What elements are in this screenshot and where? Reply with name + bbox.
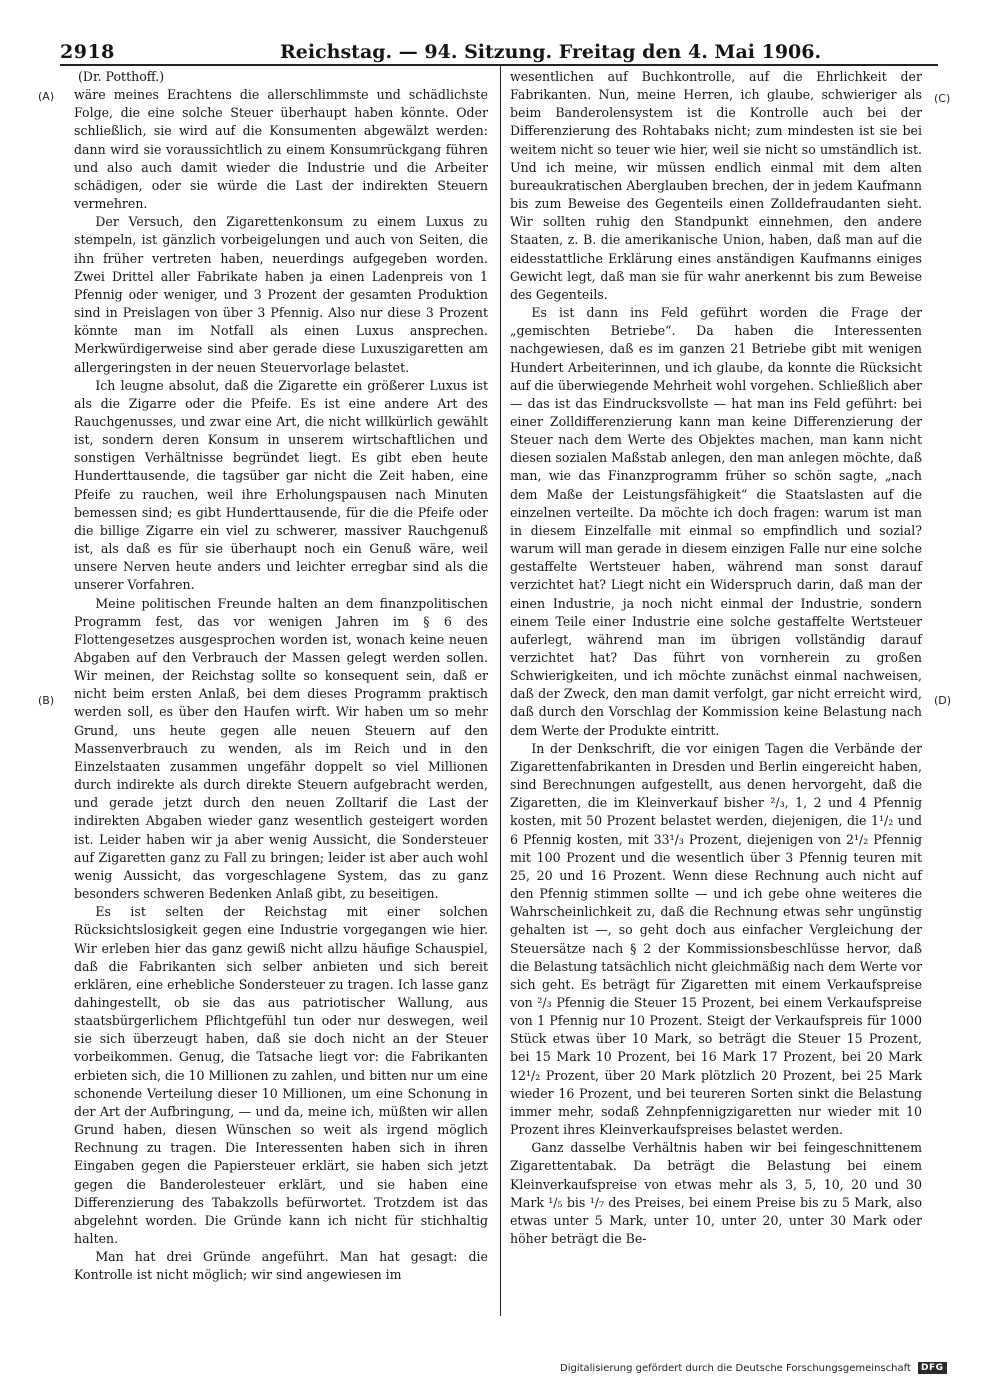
paragraph: Ich leugne absolut, daß die Zigarette ein größerer Luxus ist als die Zigarre oder die Pfeife. Es ist eine andere Art des Rauchgenusses, und zwar eine Art, die nicht willkürlich gewählt ist, sondern deren Konsum in unserem wirtschaftlichen und sonstigen Verhältnisse begründet liegt. Es gibt eben heute Hunderttausende, die tagsüber gar nicht die Zeit haben, eine Pfeife zu rauchen, weil ihre Erholungspausen nach Minuten bemessen sind; es gibt Hunderttausende, für die die Pfeife oder die billige Zigarre ein viel zu schwerer, massiver Rauchgenuß ist, als daß es für sie überhaupt noch ein Genuß wäre, weil unsere Nerven heute anders und leichter erregbar sind als die unserer Vorfahren. bbox=[74, 377, 488, 593]
paragraph: Ganz dasselbe Verhältnis haben wir bei feingeschnittenem Zigarettentabak. Da beträgt die Belastung bei einem Kleinverkaufspreise von etwas mehr als 3, 5, 10, 20 und 30 Mark ¹/₅ bis ¹/₇ des Preises, bei einem Preise bis zu 5 Mark, also etwas unter 5 Mark, unter 10, unter 20, unter 30 Mark oder höher beträgt die Be- bbox=[510, 1140, 922, 1246]
paragraph: In der Denkschrift, die vor einigen Tagen die Verbände der Zigarettenfabrikanten in Dresden und Berlin eingereicht haben, sind Berechnungen aufgestellt, aus denen hervorgeht, daß die Zigaretten, die im Kleinverkauf bisher ²/₃, 1, 2 und 4 Pfennig kosten, mit 50 Prozent belastet werden, diejenigen, die 1¹/₂ und 6 Pfennig kosten, mit 33¹/₃ Prozent, diejenigen von 2¹/₂ Pfennig mit 100 Prozent und die wesentlich über 3 Pfennig teuren mit 25, 20 und 16 Prozent. Wenn diese Rechnung auch nicht auf den Pfennig stimmen sollte — und ich gebe ohne weiteres die Wahrscheinlichkeit zu, daß die Rechnung etwas sehr ungünstig gehalten ist —, so geht doch aus einfacher Vergleichung der Steuersätze nach § 2 der Kommissionsbeschlüsse hervor, daß die Belastung tatsächlich nicht gleichmäßig nach dem Werte vor sich geht. Es beträgt für Zigaretten mit einem Verkaufspreise von ²/₃ Pfennig die Steuer 15 Prozent, bei einem Verkaufspreise von 1 Pfennig nur 10 Prozent. Steigt der Verkaufspreis für 1000 Stück etwas über 10 Mark, so beträgt die Steuer 15 Prozent, bei 15 Mark 10 Prozent, bei 16 Mark 17 Prozent, bei 20 Mark 12¹/₂ Prozent, über 20 Mark plötzlich 20 Prozent, bei 25 Mark wieder 16 Prozent, und bei teureren Sorten sinkt die Belastung immer mehr, sodaß Zehnpfennigzigaretten nur wieder mit 10 Prozent ihres Kleinverkaufspreises belastet werden. bbox=[510, 740, 922, 1138]
header-rule bbox=[60, 64, 938, 66]
digitization-footer bbox=[560, 1362, 980, 1374]
margin-mark-a: (A) bbox=[38, 90, 55, 103]
column-divider bbox=[500, 66, 501, 1316]
paragraph: wesentlichen auf Buchkontrolle, auf die Ehrlichkeit der Fabrikanten. Nun, meine Herren, ich glaube, schwieriger als beim Banderolensystem ist die Kontrolle auch bei der Differenzierung des Rohtabaks nicht; zum mindesten ist sie bei weitem nicht so teuer wie hier, weil sie nicht so umständlich ist. Und ich meine, wir müssen endlich einmal mit dem alten bureaukratischen Aberglauben brechen, der in jedem Kaufmann bis zum Beweise des Gegenteils einen Zolldefraudanten sieht. Wir sollten ruhig den Standpunkt einnehmen, den andere Staaten, z. B. die amerikanische Union, haben, daß man auf die eidesstattliche Erklärung eines anständigen Kaufmanns einiges Gewicht legt, daß man sie für wahr anerkennt bis zum Beweise des Gegenteils. bbox=[510, 69, 922, 302]
margin-mark-d: (D) bbox=[934, 694, 952, 707]
running-title: Reichstag. — 94. Sitzung. Freitag den 4. Mai 1906. bbox=[280, 41, 822, 63]
right-column bbox=[510, 68, 922, 1248]
left-column bbox=[74, 68, 488, 1284]
margin-mark-c: (C) bbox=[934, 92, 951, 105]
paragraph: Es ist selten der Reichstag mit einer solchen Rücksichtslosigkeit gegen eine Industrie vorgegangen wie hier. Wir erleben hier das ganz gewiß nicht allzu häufige Schauspiel, daß die Fabrikanten sich selber anbieten und sich bereit erklären, eine erhebliche Sondersteuer zu tragen. Ich lasse ganz dahingestellt, ob sie das aus patriotischer Wallung, aus staatsbürgerlichem Pflichtgefühl tun oder nur deswegen, weil sie sich überzeugt haben, daß sie doch nicht an der Steuer vorbeikommen. Genug, die Tatsache liegt vor: die Fabrikanten erbieten sich, die 10 Millionen zu zahlen, und bitten nur um eine schonende Verteilung dieser 10 Millionen, um eine Schonung in der Art der Aufbringung, — und da, meine ich, müßten wir allen Grund haben, diesen Wünschen so weit als irgend möglich Rechnung zu tragen. Die Interessenten haben sich in ihren Eingaben gegen die Papiersteuer erklärt, sie haben sich jetzt gegen die Banderolesteuer erklärt, und sie haben eine Differenzierung des Tabakzolls befürwortet. Trotzdem ist das abgelehnt worden. Die Gründe kann ich nicht für stichhaltig halten. bbox=[74, 904, 488, 1246]
footer-text: Digitalisierung gefördert durch die Deutsche Forschungsgemeinschaft bbox=[560, 1363, 911, 1374]
dfg-logo: DFG bbox=[918, 1362, 947, 1374]
paragraph: Meine politischen Freunde halten an dem finanzpolitischen Programm fest, das vor wenigen Jahren im § 6 des Flottengesetzes ausgesprochen worden ist, wonach keine neuen Abgaben auf den Verbrauch der Massen gelegt werden sollen. Wir meinen, der Reichstag sollte so konsequent sein, daß er nicht beim ersten Anlaß, bei dem dieses Programm praktisch werden soll, es über den Haufen wirft. Wir haben um so mehr Grund, uns heute gegen alle neuen Steuern auf den Massenverbrauch zu wenden, als im Reich und in den Einzelstaaten zusammen ungefähr doppelt so viel Millionen durch indirekte als durch direkte Steuern aufgebracht werden, und gerade jetzt durch den neuen Zolltarif die Last der indirekten Abgaben wieder ganz wesentlich gesteigert worden ist. Leider haben wir ja aber wenig Aussicht, die Sondersteuer auf Zigaretten ganz zu Fall zu bringen; leider ist aber auch wohl wenig Aussicht, das vorgeschlagene System, das zu ganz besonders schweren Bedenken Anlaß gibt, zu beseitigen. bbox=[74, 595, 488, 902]
paragraph: wäre meines Erachtens die allerschlimmste und schädlichste Folge, die eine solche Steuer überhaupt haben könnte. Oder schließlich, sie wird auf die Konsumenten abgewälzt werden: dann wird sie voraussichtlich zu einem Konsumrückgang führen und also auch damit wieder die Industrie und die Arbeiter schädigen, oder sie würde die Last der indirekten Steuern vermehren. bbox=[74, 87, 488, 212]
page-number: 2918 bbox=[60, 41, 115, 63]
margin-mark-b: (B) bbox=[38, 694, 55, 707]
paragraph: Der Versuch, den Zigarettenkonsum zu einem Luxus zu stempeln, ist gänzlich vorbeigelungen und auch von Seiten, die ihn früher vertreten haben, neuerdings aufgegeben worden. Zwei Drittel aller Fabrikate haben ja einen Ladenpreis von 1 Pfennig oder weniger, und 3 Prozent der gesamten Produktion sind in Preislagen von über 3 Pfennig. Also nur diese 3 Prozent könnte man im Notfall als einen Luxus ansprechen. Merkwürdigerweise sind aber gerade diese Luxuszigaretten am allergeringsten in der neuen Steuervorlage belastet. bbox=[74, 214, 488, 375]
speaker-name: (Dr. Potthoff.) bbox=[78, 69, 165, 84]
paragraph: Man hat drei Gründe angeführt. Man hat gesagt: die Kontrolle ist nicht möglich; wir sind angewiesen im bbox=[74, 1249, 488, 1283]
paragraph: Es ist dann ins Feld geführt worden die Frage der „gemischten Betriebe“. Da haben die Interessenten nachgewiesen, daß es im ganzen 21 Betriebe gibt mit wenigen Hundert Arbeiterinnen, und ich glaube, da konnte die Rücksicht auf die überwiegende Mehrheit wohl vorgehen. Schließlich aber — das ist das Eindrucksvollste — hat man ins Feld geführt: bei einer Zolldifferenzierung kann man keine Differenzierung der Steuer nach dem Werte des Objektes machen, man kann nicht diesen sozialen Maßstab anlegen, den man anlegen möchte, daß man, wie das Finanzprogramm früher so schön sagte, „nach dem Maße der Leistungsfähigkeit“ die Staatslasten auf die einzelnen verteilte. Da möchte ich doch fragen: warum ist man in diesem Einzelfalle mit einmal so empfindlich und sozial? warum will man gerade in diesem einzigen Falle nur eine solche gestaffelte Wertsteuer haben, während man sonst darauf verzichtet hat? Liegt nicht ein Widerspruch darin, daß man der einen Industrie, ja noch nicht einmal der Industrie, sondern einem Teile einer Industrie eine solche gestaffelte Wertsteuer auferlegt, während man im übrigen vollständig darauf verzichtet hat? Das führt von vornherein zu großen Schwierigkeiten, und ich möchte zunächst einmal nachweisen, daß der Zweck, den man damit verfolgt, gar nicht erreicht wird, daß durch den Vorschlag der Kommission keine Belastung nach dem Werte der Produkte eintritt. bbox=[510, 305, 922, 738]
